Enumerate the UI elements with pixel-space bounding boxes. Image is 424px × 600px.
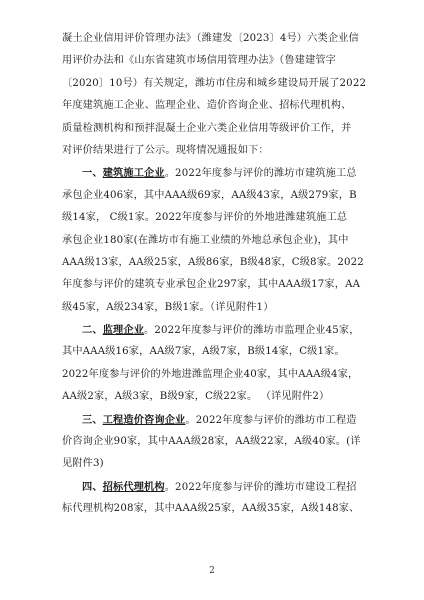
section-number: 二、 (82, 324, 103, 337)
section-heading-line (62, 319, 362, 341)
paragraph-line: 质量检测机构和预拌混凝土企业六类企业信用等级评价工作，并 (62, 122, 352, 134)
section-number: 三、 (82, 413, 103, 426)
section-title: 监理企业 (102, 324, 145, 337)
section-title: 建筑施工企业 (102, 167, 165, 180)
page-number: 2 (209, 566, 215, 576)
paragraph-line: 2022年度参与评价的外地进潍监理企业40家，其中AAA级4家， (62, 368, 359, 380)
section-number: 一、 (82, 167, 103, 180)
paragraph-line: 其中AAA级16家，AA级7家，A级7家，B级14家，C级1家。 (62, 346, 345, 358)
section-title: 招标代理机构 (102, 480, 165, 493)
paragraph-line: 承包企业180家(在潍坊市有施工业绩的外地总承包企业)，其中 (62, 234, 349, 246)
section-text: 。2022年度参与评价的潍坊市建设工程招 (164, 481, 357, 493)
paragraph-line: 年度建筑施工企业、监理企业、造价咨询企业、招标代理机构、 (62, 100, 352, 112)
section-heading-line (62, 409, 362, 431)
paragraph-line: 年度参与评价的建筑专业承包企业297家，其中AAA级17家，AA (62, 279, 361, 291)
paragraph-line: 〔2020〕10号）有关规定，潍坊市住房和城乡建设局开展了2022 (62, 77, 367, 89)
paragraph-line: 级14家， C级1家。2022年度参与评价的外地进潍建筑施工总 (62, 212, 348, 224)
paragraph-line: 标代理机构208家，其中AAA级25家，AA级35家，A级148家、 (62, 503, 360, 515)
section-number: 四、 (82, 480, 103, 493)
paragraph-line: 对评价结果进行了公示。现将情况通报如下： (62, 144, 269, 156)
paragraph-line: 用评价办法和《山东省建筑市场信用管理办法》（鲁建建管字 (62, 55, 337, 67)
section-text: 。2022年度参与评价的潍坊市建筑施工总 (164, 168, 357, 180)
section-title: 工程造价咨询企业 (102, 413, 186, 426)
paragraph-line: 级45家，A级234家，B级1家。（详见附件1） (62, 301, 274, 313)
section-heading-line (62, 476, 362, 498)
section-text: 。2022年度参与评价的潍坊市工程造 (185, 414, 357, 426)
section-text: 。2022年度参与评价的潍坊市监理企业45家， (144, 325, 360, 337)
paragraph-line: 承包企业406家，其中AAA级69家，AA级43家，A级279家，B (62, 189, 357, 201)
paragraph-line: AA级2家，A级3家，B级9家，C级22家。 （详见附件2） (62, 391, 330, 403)
section-heading-line (62, 162, 362, 184)
body-text (62, 28, 367, 521)
paragraph-line: AAA级13家，AA级25家，A级86家，B级48家，C级8家。2022 (62, 256, 364, 268)
paragraph-line: 凝土企业信用评价管理办法》（潍建发〔2023〕4号）六类企业信 (62, 33, 359, 44)
paragraph-line: 价咨询企业90家，其中AAA级28家，AA级22家，A级40家。(详 (62, 436, 361, 448)
paragraph-line: 见附件3) (62, 458, 104, 470)
